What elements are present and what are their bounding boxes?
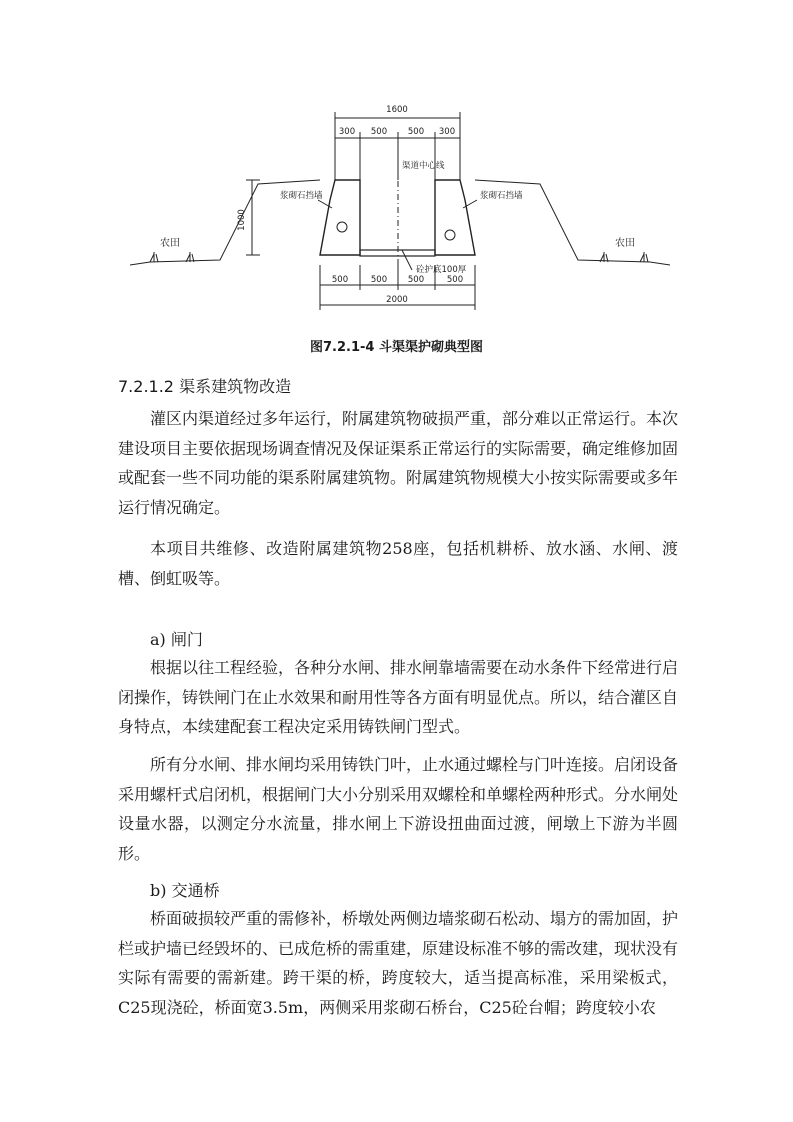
dim-top-seg-1: 300 (338, 127, 356, 137)
label-bottom-protection: 砼护底100厚 (416, 265, 467, 275)
label-left-wall: 浆砌石挡墙 (280, 191, 323, 201)
dim-top-seg-4: 300 (438, 127, 456, 137)
grass-left-1 (150, 252, 158, 262)
paragraph-5: 桥面破损较严重的需修补，桥墩处两侧边墙浆砌石松动、塌方的需加固，护栏或护墙已经毁坏的、已成危桥的需重建，原建设标准不够的需改建，现状没有实际有需要的需新建。跨干渠的桥，跨度较大，适当提高标准，采用梁板式，C25现浇砼，桥面宽3.5m，两侧采用浆砌石桥台，C25砼台帽；跨度较小农 (118, 909, 679, 1017)
canal-cross-section-figure (120, 100, 680, 320)
subheading-b: b) 交通桥 (150, 881, 220, 900)
grass-right-2 (640, 252, 648, 262)
left-wall (320, 180, 360, 255)
right-drain-hole (445, 230, 455, 240)
dim-bottom-seg-3: 500 (407, 275, 425, 285)
paragraph-4: 所有分水闸、排水闸均采用铸铁门叶，止水通过螺栓与门叶连接。启闭设备采用螺杆式启闭机，根据闸门大小分别采用双螺栓和单螺栓两种形式。分水闸处设量水器，以测定分水流量，排水闸上下游设扭曲面过渡，闸墩上下游为半圆形。 (118, 755, 679, 863)
dim-bottom-seg-1: 500 (331, 275, 349, 285)
right-wall (435, 180, 475, 255)
paragraph-3: 根据以往工程经验，各种分水闸、排水闸靠墙需要在动水条件下经常进行启闭操作，铸铁闸门在止水效果和耐用性等各方面有明显优点。所以，结合灌区自身特点，本续建配套工程决定采用铸铁闸门型式。 (118, 658, 679, 736)
subheading-a: a) 闸门 (150, 630, 203, 649)
paragraph-1: 灌区内渠道经过多年运行，附属建筑物破损严重，部分难以正常运行。本次建设项目主要依据现场调查情况及保证渠系正常运行的实际需要，确定维修加固或配套一些不同功能的渠系附属建筑物。附属建筑物规模大小按实际需要或多年运行情况确定。 (118, 409, 679, 517)
left-drain-hole (337, 222, 347, 232)
label-field-left: 农田 (160, 238, 180, 249)
dim-bottom-seg-4: 500 (446, 275, 464, 285)
dim-total-bottom: 2000 (386, 295, 408, 305)
dim-bottom-seg-2: 500 (370, 275, 388, 285)
cross-section-drawing (120, 100, 680, 320)
dim-total-top: 1600 (386, 105, 408, 115)
dim-top-seg-3: 500 (407, 127, 425, 137)
label-canal-center: 渠道中心线 (402, 161, 445, 171)
figure-caption: 图7.2.1-4 斗渠渠护砌典型图 (310, 340, 483, 355)
section-heading: 7.2.1.2 渠系建筑物改造 (118, 377, 292, 396)
paragraph-2: 本项目共维修、改造附属建筑物258座，包括机耕桥、放水涵、水闸、渡槽、倒虹吸等。 (118, 539, 678, 588)
dim-top-seg-2: 500 (370, 127, 388, 137)
label-field-right: 农田 (615, 238, 635, 249)
dim-height: 1000 (237, 209, 247, 231)
label-right-wall: 浆砌石挡墙 (480, 191, 523, 201)
